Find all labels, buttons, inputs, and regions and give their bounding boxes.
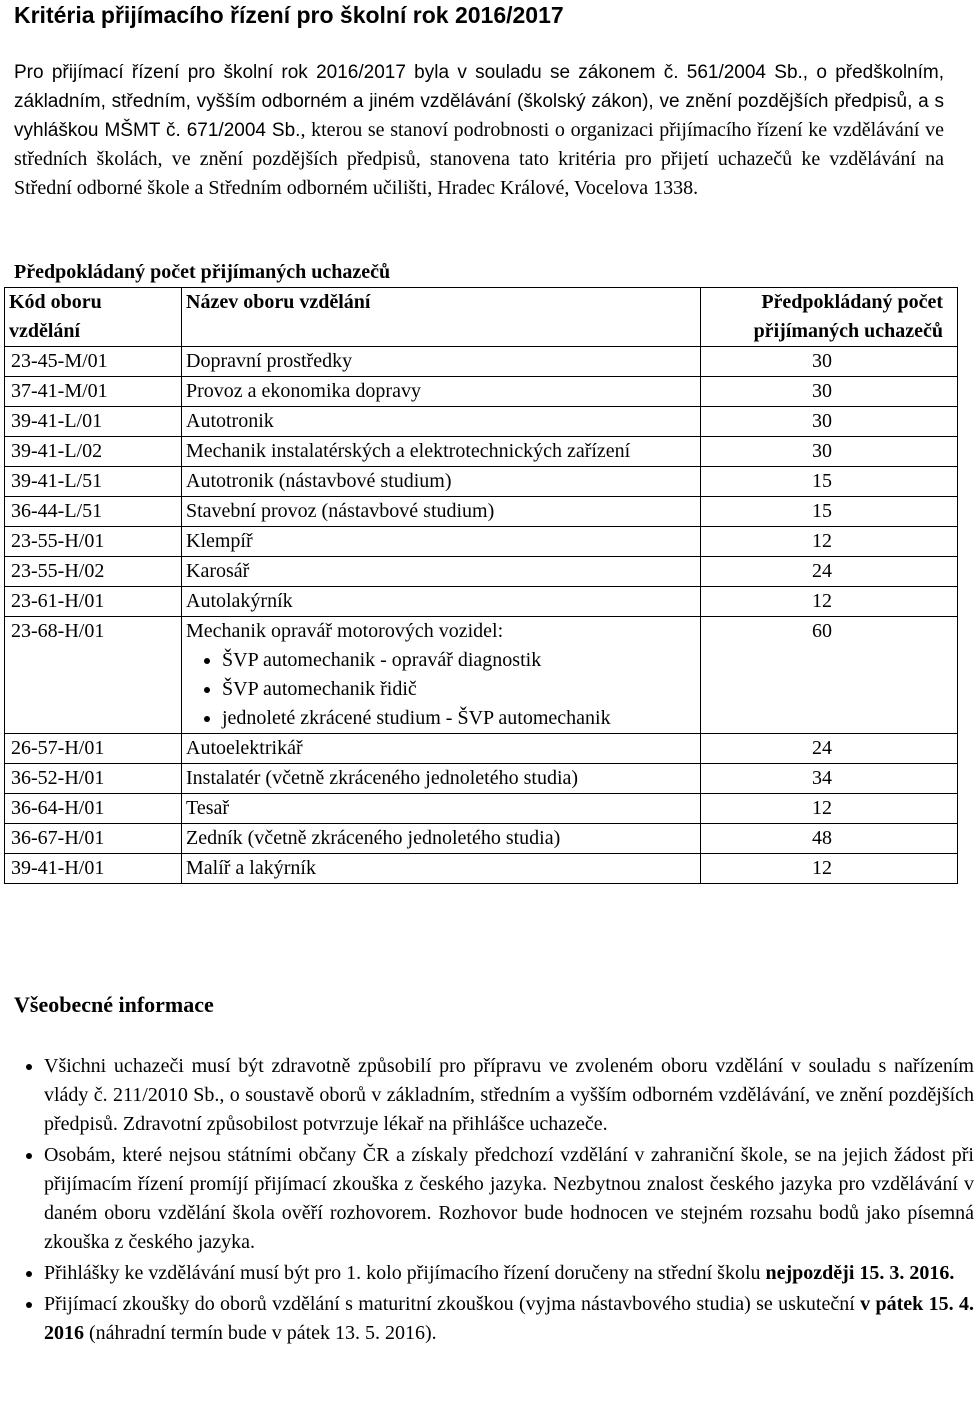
header-name: Název oboru vzdělání bbox=[182, 288, 701, 347]
field-name bbox=[182, 557, 701, 587]
table-row bbox=[5, 587, 958, 617]
field-name bbox=[182, 734, 701, 764]
table-row bbox=[5, 467, 958, 497]
field-name-text: Klempíř bbox=[186, 530, 253, 552]
field-count: 15 bbox=[701, 467, 958, 497]
field-name-text: Autotronik bbox=[186, 410, 274, 432]
field-count: 48 bbox=[701, 824, 958, 854]
intro-part-2: , kterou se stanoví podrobnosti o organizaci přijímacího řízení ke vzdělávání ve středních školách, ve znění pozdějších předpisů, stanovena tato kritéria pro přijetí uchazečů ke vzdělávání na Střední odborné škole a Středním odborném učilišti, Hradec Králové, Vocelova 1338. bbox=[14, 119, 944, 199]
table-row bbox=[5, 497, 958, 527]
table-row bbox=[5, 794, 958, 824]
info-item-exams-text: Přijímací zkoušky do oborů vzdělání s maturitní zkouškou (vyjma nástavbového studia) se uskuteční bbox=[44, 1293, 861, 1315]
field-count: 12 bbox=[701, 854, 958, 884]
table-body bbox=[5, 347, 958, 884]
study-fields-table bbox=[4, 287, 958, 884]
field-code: 36-52-H/01 bbox=[5, 764, 182, 794]
table-row bbox=[5, 617, 958, 734]
field-name-text: Malíř a lakýrník bbox=[186, 857, 316, 879]
field-name-text: Karosář bbox=[186, 560, 250, 582]
field-count: 30 bbox=[701, 407, 958, 437]
field-name bbox=[182, 527, 701, 557]
field-count: 12 bbox=[701, 527, 958, 557]
info-item-applications bbox=[44, 1259, 974, 1288]
general-info-heading: Všeobecné informace bbox=[14, 992, 214, 1017]
field-name-text: Zedník (včetně zkráceného jednoletého studia) bbox=[186, 827, 561, 849]
table-row bbox=[5, 557, 958, 587]
info-item-exams bbox=[44, 1290, 974, 1348]
field-code: 39-41-L/02 bbox=[5, 437, 182, 467]
table-row bbox=[5, 854, 958, 884]
field-name-text: Dopravní prostředky bbox=[186, 350, 353, 372]
page-title: Kritéria přijímacího řízení pro školní rok 2016/2017 bbox=[14, 2, 564, 28]
field-code: 39-41-L/01 bbox=[5, 407, 182, 437]
table-row bbox=[5, 527, 958, 557]
admission-count-heading: Předpokládaný počet přijímaných uchazečů bbox=[14, 261, 391, 283]
table-row bbox=[5, 764, 958, 794]
field-count: 15 bbox=[701, 497, 958, 527]
field-name-text: Stavební provoz (nástavbové studium) bbox=[186, 500, 495, 522]
field-code: 39-41-L/51 bbox=[5, 467, 182, 497]
field-name bbox=[182, 467, 701, 497]
field-name-text: Autolakýrník bbox=[186, 590, 293, 612]
specialization-list bbox=[186, 646, 696, 733]
info-item-exams-date: v pátek 15. 4. 2016 bbox=[44, 1293, 974, 1344]
field-count: 60 bbox=[701, 617, 958, 734]
field-name bbox=[182, 824, 701, 854]
info-item-foreigners: • Osobám, které nejsou státními občany ČR a získaly předchozí vzdělání v zahraniční škole, se na jejich žádost při přijímacím řízení promíjí přijímací zkouška z českého jazyka. Nezbytnou znalost českého jazyka pro vzdělávání v daném oboru vzdělání škola ověří rozhovorem. Rozhovor bude hodnocen ve stejném rozsahu bodů jako písemná zkouška z českého jazyka. bbox=[44, 1141, 974, 1257]
table-row bbox=[5, 407, 958, 437]
intro-paragraph bbox=[14, 58, 944, 203]
field-count: 30 bbox=[701, 377, 958, 407]
field-count: 12 bbox=[701, 794, 958, 824]
field-name bbox=[182, 377, 701, 407]
field-count: 24 bbox=[701, 734, 958, 764]
field-name bbox=[182, 794, 701, 824]
specialization-item: • ŠVP automechanik řidič bbox=[222, 675, 696, 704]
field-name bbox=[182, 854, 701, 884]
field-name-text: Provoz a ekonomika dopravy bbox=[186, 380, 421, 402]
field-code: 23-68-H/01 bbox=[5, 617, 182, 734]
field-code: 26-57-H/01 bbox=[5, 734, 182, 764]
field-name bbox=[182, 347, 701, 377]
field-name bbox=[182, 587, 701, 617]
field-code: 37-41-M/01 bbox=[5, 377, 182, 407]
field-code: 23-45-M/01 bbox=[5, 347, 182, 377]
table-row bbox=[5, 377, 958, 407]
intro-part-1: Pro přijímací řízení pro školní rok 2016/2017 byla v souladu se zákonem č. 561/2004 Sb., o předškolním, základním, středním, vyšším odborném a jiném vzdělávání (školský zákon), ve znění pozdějších předpisů, a s vyhláškou MŠMT č. 671/2004 Sb. bbox=[14, 62, 944, 141]
table-row bbox=[5, 437, 958, 467]
field-name-text: Autoelektrikář bbox=[186, 737, 303, 759]
table-row bbox=[5, 824, 958, 854]
field-name bbox=[182, 407, 701, 437]
field-name bbox=[182, 497, 701, 527]
info-item-applications-text: Přihlášky ke vzdělávání musí být pro 1. kolo přijímacího řízení doručeny na střední školu bbox=[44, 1262, 766, 1284]
field-name-text: Mechanik instalatérských a elektrotechnických zařízení bbox=[186, 440, 631, 462]
specialization-item: • ŠVP automechanik - opravář diagnostik bbox=[222, 646, 696, 675]
field-count: 30 bbox=[701, 347, 958, 377]
table-row bbox=[5, 734, 958, 764]
table-header-row bbox=[5, 288, 958, 347]
field-count: 24 bbox=[701, 557, 958, 587]
field-count: 30 bbox=[701, 437, 958, 467]
header-count: Předpokládaný počet přijímaných uchazečů bbox=[701, 288, 958, 347]
info-item-exams-tail: (náhradní termín bude v pátek 13. 5. 2016). bbox=[84, 1322, 437, 1344]
field-code: 36-67-H/01 bbox=[5, 824, 182, 854]
field-code: 23-55-H/02 bbox=[5, 557, 182, 587]
table-row bbox=[5, 347, 958, 377]
field-name bbox=[182, 617, 701, 734]
field-count: 12 bbox=[701, 587, 958, 617]
header-code: Kód oboru vzdělání bbox=[5, 288, 182, 347]
field-code: 36-64-H/01 bbox=[5, 794, 182, 824]
info-item-health: • Všichni uchazeči musí být zdravotně způsobilí pro přípravu ve zvoleném oboru vzdělání v souladu s nařízením vlády č. 211/2010 Sb., o soustavě oborů v základním, středním a vyšším odborném vzdělávání, ve znění pozdějších předpisů. Zdravotní způsobilost potvrzuje lékař na přihlášce uchazeče. bbox=[44, 1052, 974, 1139]
specialization-item: • jednoleté zkrácené studium - ŠVP automechanik bbox=[222, 704, 696, 733]
field-count: 34 bbox=[701, 764, 958, 794]
field-name-text: Mechanik opravář motorových vozidel: bbox=[186, 620, 504, 642]
field-name bbox=[182, 437, 701, 467]
field-name-text: Autotronik (nástavbové studium) bbox=[186, 470, 452, 492]
field-code: 36-44-L/51 bbox=[5, 497, 182, 527]
field-name bbox=[182, 764, 701, 794]
info-item-applications-deadline: nejpozději 15. 3. 2016. bbox=[765, 1262, 955, 1284]
field-name-text: Tesař bbox=[186, 797, 230, 819]
field-code: 23-61-H/01 bbox=[5, 587, 182, 617]
field-code: 23-55-H/01 bbox=[5, 527, 182, 557]
field-name-text: Instalatér (včetně zkráceného jednoletého studia) bbox=[186, 767, 579, 789]
general-info-list bbox=[14, 1052, 974, 1350]
field-code: 39-41-H/01 bbox=[5, 854, 182, 884]
